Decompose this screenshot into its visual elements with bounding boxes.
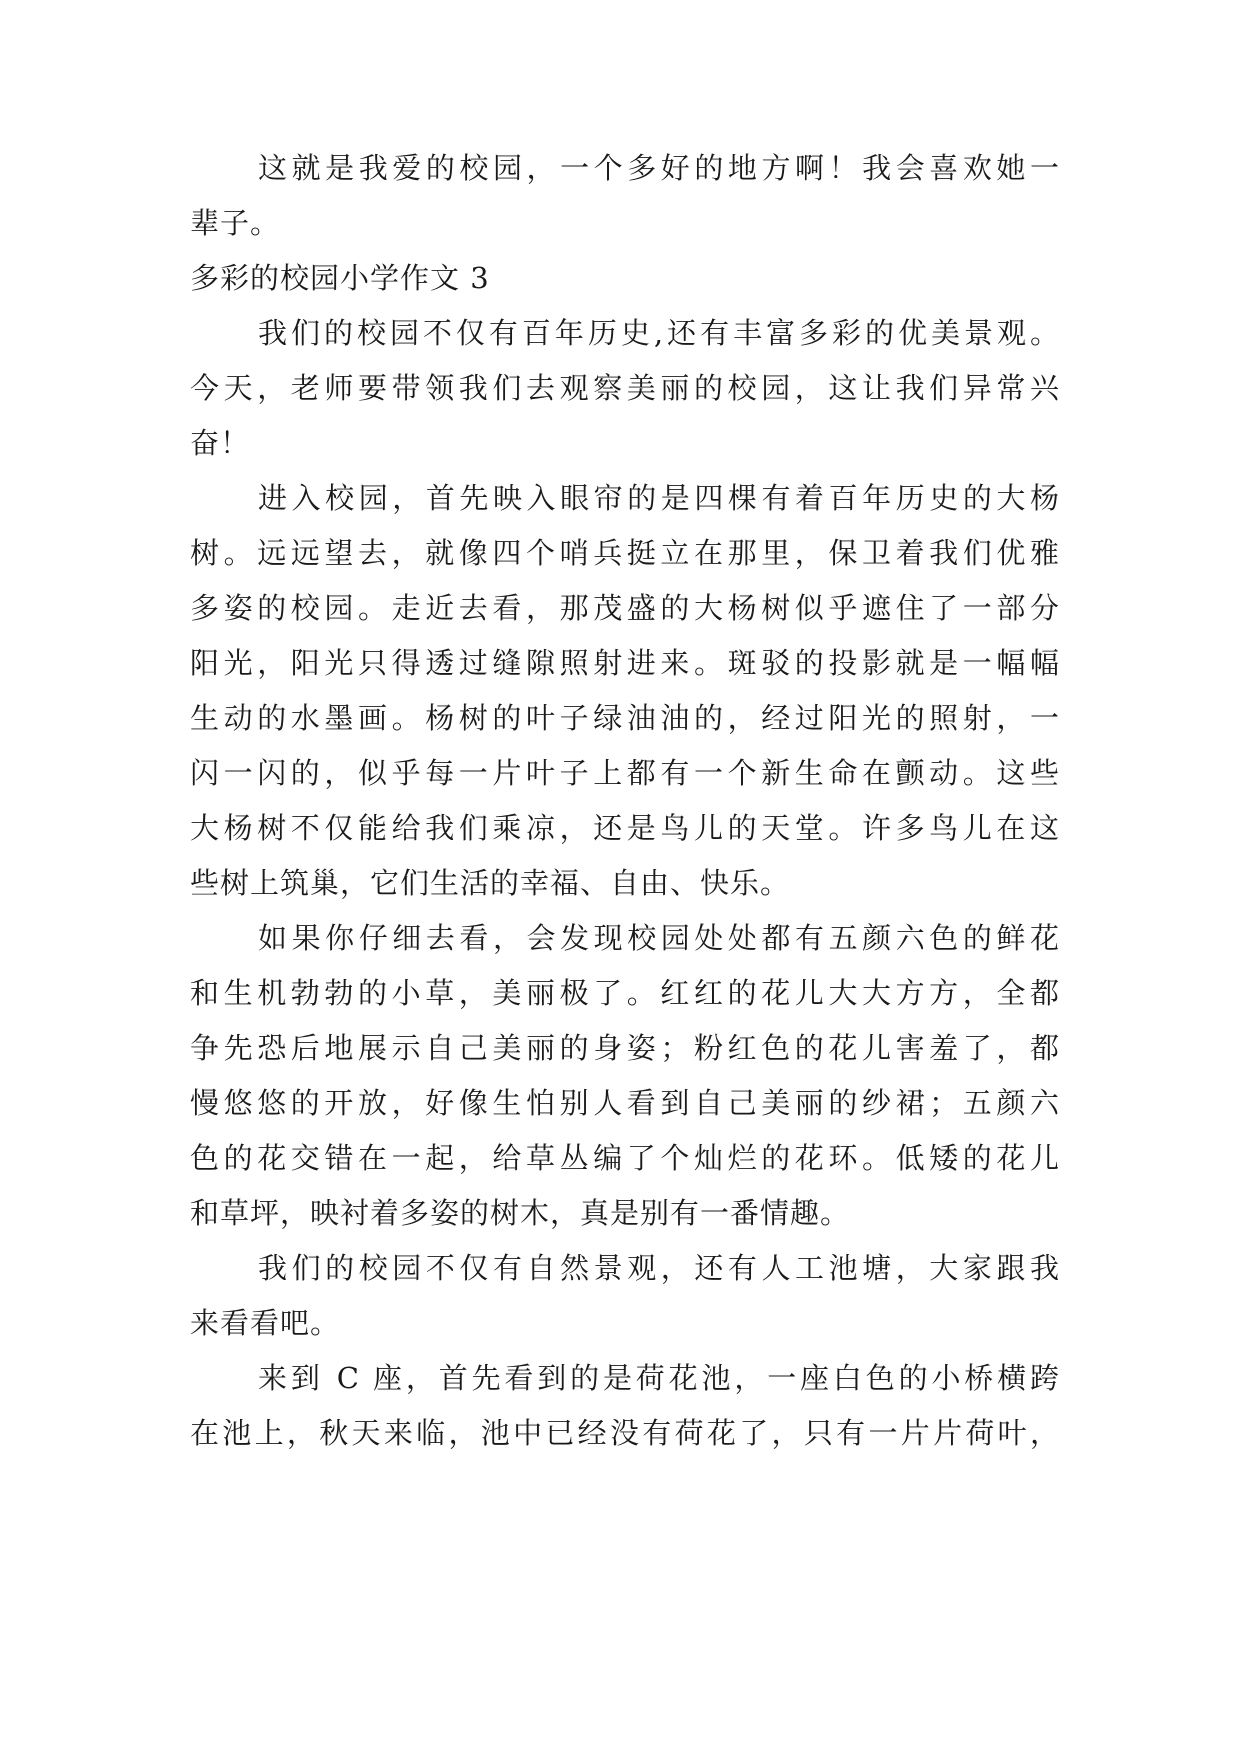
paragraph-line: 闪一闪的，似乎每一片叶子上都有一个新生命在颤动。这些 bbox=[190, 756, 1060, 790]
paragraph-line: 奋！ bbox=[190, 426, 251, 460]
paragraph-line: 争先恐后地展示自己美丽的身姿；粉红色的花儿害羞了，都 bbox=[190, 1031, 1060, 1065]
paragraph-line: 在池上，秋天来临，池中已经没有荷花了，只有一片片荷叶， bbox=[190, 1416, 1060, 1450]
paragraph-line: 和草坪，映衬着多姿的树木，真是别有一番情趣。 bbox=[190, 1196, 851, 1230]
paragraph-line: 这就是我爱的校园，一个多好的地方啊！我会喜欢她一 bbox=[258, 151, 1060, 185]
paragraph-line: 色的花交错在一起，给草丛编了个灿烂的花环。低矮的花儿 bbox=[190, 1141, 1060, 1175]
paragraph-line: 我们的校园不仅有百年历史,还有丰富多彩的优美景观。 bbox=[258, 316, 1060, 350]
paragraph-line: 今天，老师要带领我们去观察美丽的校园，这让我们异常兴 bbox=[190, 371, 1060, 405]
paragraph-line: 生动的水墨画。杨树的叶子绿油油的，经过阳光的照射，一 bbox=[190, 701, 1060, 735]
paragraph-line: 我们的校园不仅有自然景观，还有人工池塘，大家跟我 bbox=[258, 1251, 1060, 1285]
paragraph-line: 多姿的校园。走近去看，那茂盛的大杨树似乎遮住了一部分 bbox=[190, 591, 1060, 625]
paragraph-line: 慢悠悠的开放，好像生怕别人看到自己美丽的纱裙；五颜六 bbox=[190, 1086, 1060, 1120]
paragraph-line: 来看看吧。 bbox=[190, 1306, 341, 1340]
paragraph-line: 些树上筑巢，它们生活的幸福、自由、快乐。 bbox=[190, 866, 791, 900]
paragraph-line: 阳光，阳光只得透过缝隙照射进来。斑驳的投影就是一幅幅 bbox=[190, 646, 1060, 680]
paragraph-line: 如果你仔细去看，会发现校园处处都有五颜六色的鲜花 bbox=[258, 921, 1060, 955]
paragraph-line: 来到 C 座，首先看到的是荷花池，一座白色的小桥横跨 bbox=[258, 1361, 1060, 1395]
paragraph-line: 辈子。 bbox=[190, 206, 281, 240]
paragraph-line: 大杨树不仅能给我们乘凉，还是鸟儿的天堂。许多鸟儿在这 bbox=[190, 811, 1060, 845]
paragraph-line: 进入校园，首先映入眼帘的是四棵有着百年历史的大杨 bbox=[258, 481, 1060, 515]
section-heading: 多彩的校园小学作文 3 bbox=[190, 261, 490, 295]
paragraph-line: 树。远远望去，就像四个哨兵挺立在那里，保卫着我们优雅 bbox=[190, 536, 1060, 570]
paragraph-line: 和生机勃勃的小草，美丽极了。红红的花儿大大方方，全都 bbox=[190, 976, 1060, 1010]
